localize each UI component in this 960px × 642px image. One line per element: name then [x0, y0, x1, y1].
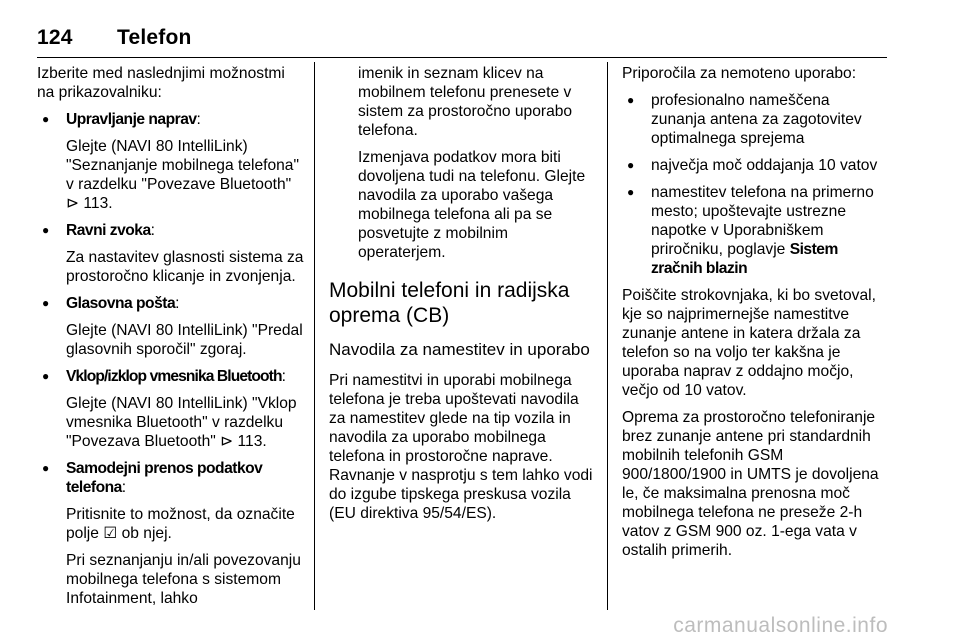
- recommendations-intro: Priporočila za nemoteno uporabo:: [622, 65, 857, 82]
- item-body-2: Pri seznanjanju in/ali povezovanju mobilnega telefona s sistemom Infotainment, lahko: [66, 552, 301, 607]
- page-title: Telefon: [117, 26, 192, 49]
- intro-text: Izberite med naslednjimi možnostmi na prikazovalniku:: [37, 65, 285, 101]
- header-rule: [37, 57, 887, 58]
- list-item-voicemail: ● Glasovna pošta:: [37, 294, 305, 313]
- column-divider-1: [314, 62, 315, 610]
- item-title: Ravni zvoka: [66, 222, 151, 239]
- item-title: Upravljanje naprav: [66, 111, 197, 128]
- item-title: Glasovna pošta: [66, 295, 176, 312]
- item-body: Za nastavitev glasnosti sistema za prostoročno klicanje in zvonjenja.: [66, 249, 304, 285]
- paragraph-handsfree: Oprema za prostoročno telefoniranje brez zunanje antene pri standardnih mobilnih telefonih GSM 900/1800/1900 in UMTS je dovoljena le, če maksimalna prenosna moč mobilnega telefona ne preseže 2-h vatov z GSM 900 oz. 1-ega vata v ostalih primerih.: [622, 409, 879, 559]
- list-item-auto-transfer: ● Samodejni prenos podatkov telefona:: [37, 459, 305, 497]
- item-title: Samodejni prenos podatkov telefona: [66, 460, 263, 496]
- list-item-volume-levels: ● Ravni zvoka:: [37, 221, 305, 240]
- list-item-device-management: ● Upravljanje naprav:: [37, 110, 305, 129]
- column-3: [622, 64, 888, 568]
- watermark: carmanualsonline.info: [673, 614, 888, 637]
- airbag-reference: Sistem zračnih blazin: [651, 241, 838, 277]
- page-header: [37, 26, 192, 50]
- list-item-antenna: ● profesionalno nameščena zunanja antena za zagotovitev optimalnega sprejema: [622, 91, 888, 148]
- continuation-text: imenik in seznam klicev na mobilnem telefonu prenesete v sistem za prostoročno uporabo telefona.: [358, 65, 573, 139]
- continuation-text-2: Izmenjava podatkov mora biti dovoljena tudi na telefonu. Glejte navodila za uporabo vašega mobilnega telefona ali pa se posvetujte z mobilnim operaterjem.: [358, 149, 586, 261]
- page-number: 124: [37, 26, 73, 49]
- item-body: Glejte (NAVI 80 IntelliLink) "Predal glasovnih sporočil" zgoraj.: [66, 322, 303, 358]
- column-2: [329, 64, 599, 531]
- column-1: [37, 64, 305, 616]
- column-divider-2: [607, 62, 608, 610]
- list-item-placement: ● namestitev telefona na primerno mesto; upoštevajte ustrezne napotke v Uporabniškem priročniku, poglavje Sistem zračnih blazin: [622, 183, 888, 278]
- item-body: Glejte (NAVI 80 IntelliLink) "Seznanjanje mobilnega telefona" v razdelku "Povezave Bluetooth" ⊳ 113.: [66, 138, 300, 212]
- section-subheading: Navodila za namestitev in uporabo: [329, 340, 590, 359]
- list-item-bluetooth-toggle: ● Vklop/izklop vmesnika Bluetooth:: [37, 367, 305, 386]
- item-title: Vklop/izklop vmesnika Bluetooth: [66, 368, 282, 385]
- item-body: Glejte (NAVI 80 IntelliLink) "Vklop vmesnika Bluetooth" v razdelku "Povezava Bluetooth" ⊳ 113.: [66, 395, 297, 450]
- section-heading: Mobilni telefoni in radijska oprema (CB): [329, 279, 570, 327]
- list-item-power: ● največja moč oddajanja 10 vatov: [622, 156, 888, 175]
- section-body: Pri namestitvi in uporabi mobilnega telefona je treba upoštevati navodila za namestitev glede na tip vozila in navodila za uporabo mobilnega telefona in prostoročne naprave. Ravnanje v nasprotju s tem lahko vodi do izgube tipskega preskusa vozila (EU direktiva 95/54/ES).: [329, 372, 593, 522]
- item-body: Pritisnite to možnost, da označite polje ☑ ob njej.: [66, 506, 295, 542]
- paragraph-expert: Poiščite strokovnjaka, ki bo svetoval, kje so najprimernejše namestitve zunanje antene in katera držala za telefon so na voljo ter kakšna je uporaba naprav z oddajno močjo, večjo od 10 vatov.: [622, 287, 876, 399]
